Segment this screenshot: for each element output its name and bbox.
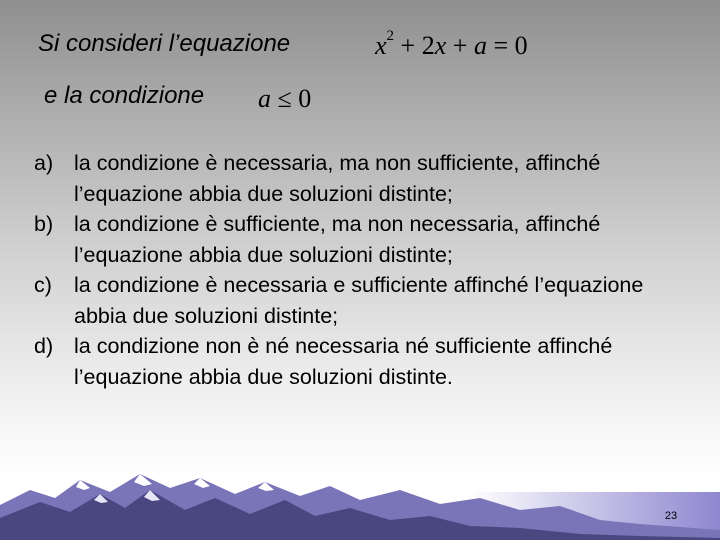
answer-options	[34, 148, 674, 392]
condition-intro-text: e la condizione	[44, 82, 205, 109]
quadratic-equation	[375, 28, 528, 61]
option-c	[34, 270, 674, 331]
option-b	[34, 209, 674, 270]
option-text: la condizione è necessaria, ma non sufficiente, affinché l’equazione abbia due soluzioni distinte;	[74, 151, 601, 206]
option-letter: b)	[34, 212, 54, 236]
option-a	[34, 148, 674, 209]
equation-operator: +	[446, 31, 474, 60]
condition-parameter: a	[258, 84, 271, 113]
equation-variable: x	[434, 31, 447, 60]
equation-exponent: 2	[386, 28, 395, 45]
option-text: la condizione è necessaria e sufficiente affinché l’equazione abbia due soluzioni distinte;	[74, 273, 644, 328]
condition-relation: ≤ 0	[271, 84, 312, 113]
option-text: la condizione non è né necessaria né sufficiente affinché l’equazione abbia due soluzioni distinte.	[74, 334, 613, 389]
option-letter: d)	[34, 334, 54, 358]
option-d	[34, 331, 674, 392]
page-number: 23	[664, 510, 678, 522]
equation-parameter: a	[473, 31, 487, 60]
condition-inequality	[258, 84, 311, 114]
option-letter: a)	[34, 151, 54, 175]
mountains-illustration	[0, 460, 720, 540]
intro-text: Si consideri l’equazione	[38, 30, 291, 57]
equation-rhs: = 0	[486, 31, 528, 60]
option-text: la condizione è sufficiente, ma non necessaria, affinché l’equazione abbia due soluzioni distinte;	[74, 212, 601, 267]
equation-term: + 2	[394, 31, 435, 60]
option-letter: c)	[34, 273, 52, 297]
equation-variable: x	[375, 31, 387, 60]
